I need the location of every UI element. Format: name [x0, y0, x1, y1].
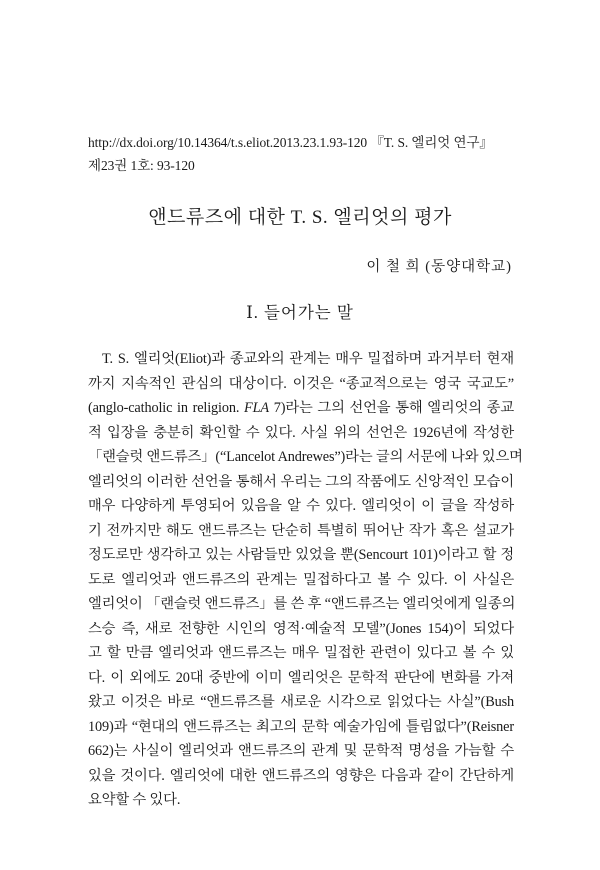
article-title: 앤드류즈에 대한 T. S. 엘리엇의 평가 [148, 207, 452, 228]
paragraph-line: 정도로만 생각하고 있는 사람들만 있었을 뿐(Sencourt 101)이라고 할 정 [88, 547, 514, 563]
section-heading: Ⅰ. 들어가는 말 [246, 303, 354, 322]
paragraph-line: 매우 다양하게 투영되어 있음을 알 수 있다. 엘리엇이 이 글을 작성하 [88, 498, 514, 514]
body-paragraph [88, 347, 523, 813]
paragraph-line: 엘리엇의 이러한 선언을 통해서 우리는 그의 작품에도 신앙적인 모습이 [88, 473, 514, 490]
paragraph-line: 스승 즉, 새로 전향한 시인의 영적·예술적 모델”(Jones 154)이 되었다 [88, 620, 514, 637]
paragraph-line: 도로 엘리엇과 앤드류즈의 관계는 밀접하다고 볼 수 있다. 이 사실은 [88, 571, 514, 588]
paragraph-line: 662)는 사실이 엘리엇과 앤드류즈의 관계 및 문학적 명성을 가늠할 수 [88, 743, 514, 759]
paragraph-line: 고 할 만큼 엘리엇과 앤드류즈는 매우 밀접한 관련이 있다고 볼 수 있 [88, 645, 514, 661]
paragraph-line: 다. 이 외에도 20대 중반에 이미 엘리엇은 문학적 판단에 변화를 가져 [88, 669, 514, 686]
paragraph-line: 109)과 “현대의 앤드류즈는 최고의 문학 예술가임에 틀림없다”(Reisner [88, 718, 514, 735]
paragraph-line: T. S. 엘리엇(Eliot)과 종교와의 관계는 매우 밀접하며 과거부터 현재 [102, 351, 514, 367]
paragraph-line: 까지 지속적인 관심의 대상이다. 이것은 “종교적으로는 영국 국교도” [88, 375, 514, 392]
paragraph-line: (anglo-catholic in religion. FLA 7)라는 그의 선언을 통해 엘리엇의 종교 [88, 400, 514, 416]
italic-abbreviation: FLA [244, 400, 269, 416]
paragraph-line: 기 전까지만 해도 앤드류즈는 단순히 특별히 뛰어난 작가 혹은 설교가 [88, 522, 514, 539]
paragraph-line: 있을 것이다. 엘리엇에 대한 앤드류즈의 영향은 다음과 같이 간단하게 [88, 767, 514, 784]
paragraph-line: 왔고 이것은 바로 “앤드류즈를 새로운 시각으로 읽었다는 사실”(Bush [88, 694, 514, 710]
paragraph-line: 적 입장을 충분히 확인할 수 있다. 사실 위의 선언은 1926년에 작성한 [88, 424, 514, 441]
volume-line: 제23권 1호: 93-120 [88, 158, 195, 173]
author-line: 이 철 희 (동양대학교) [366, 259, 512, 275]
paragraph-line: 「랜슬럿 앤드류즈」(“Lancelot Andrewes”)라는 글의 서문에 나와 있으며 [88, 449, 523, 465]
doi-line: http://dx.doi.org/10.14364/t.s.eliot.2013.23.1.93-120 『T. S. 엘리엇 연구』 [88, 135, 493, 150]
paragraph-line: 엘리엇이 「랜슬럿 앤드류즈」를 쓴 후 “앤드류즈는 엘리엇에게 일종의 [88, 596, 516, 612]
paragraph-line: 요약할 수 있다. [88, 792, 181, 808]
